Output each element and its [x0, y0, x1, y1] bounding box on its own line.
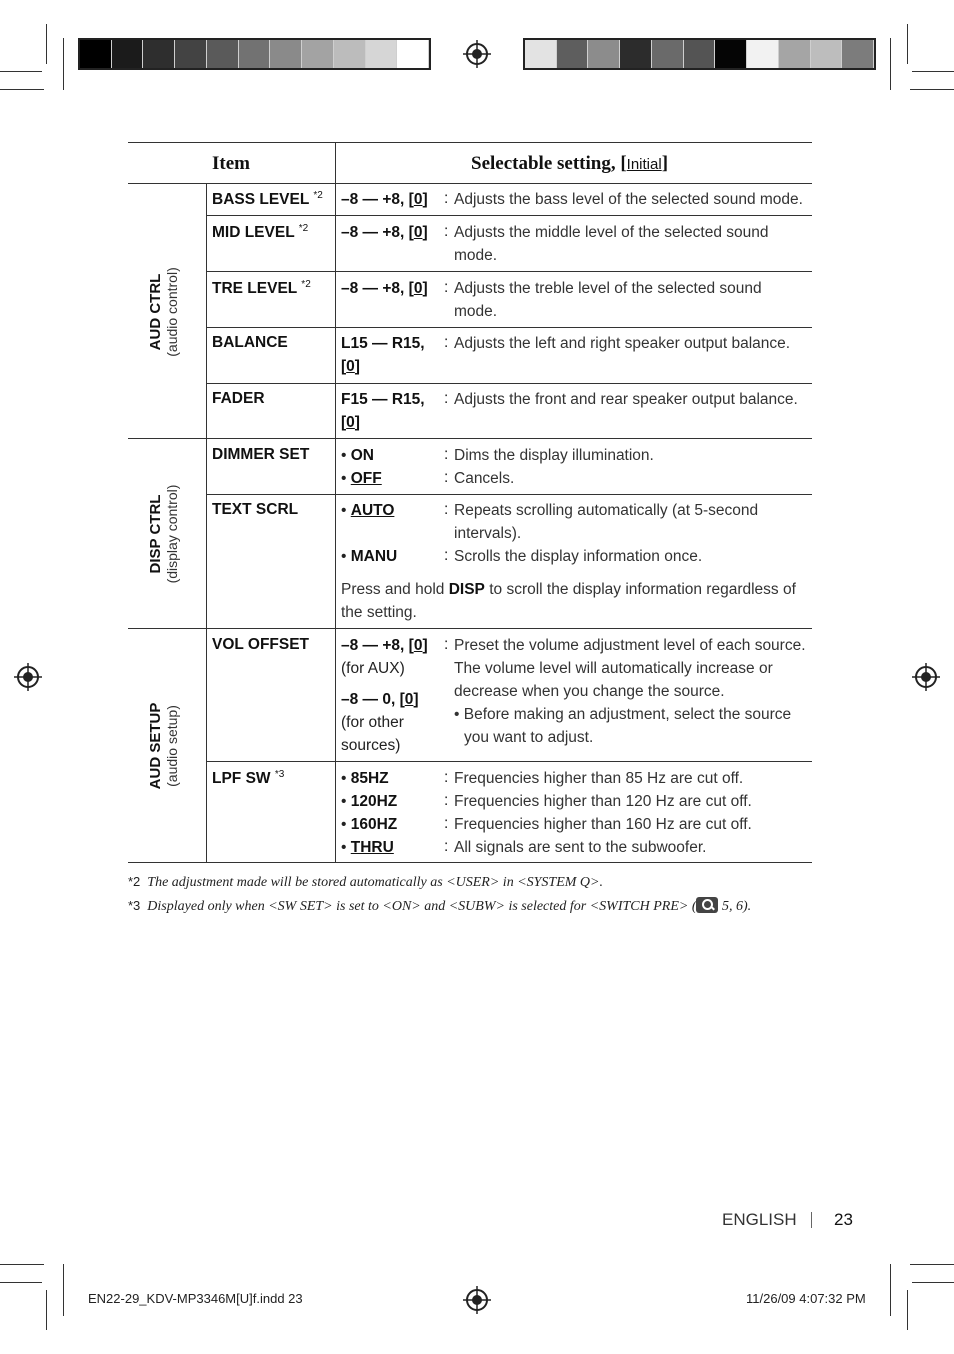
- crop-mark: [63, 1264, 64, 1316]
- header-setting: Selectable setting, [Initial]: [471, 153, 669, 174]
- magnifier-reference-icon: [696, 897, 718, 913]
- color-swatch: [652, 40, 684, 68]
- slug-file: EN22-29_KDV-MP3346M[U]f.indd 23: [88, 1291, 303, 1306]
- colon: :: [444, 190, 449, 207]
- setting-description: Scrolls the display information once.: [454, 548, 703, 565]
- color-swatch: [811, 40, 843, 68]
- crop-mark: [910, 1264, 954, 1265]
- table-rule: [206, 494, 812, 495]
- slug-datetime: 11/26/09 4:07:32 PM: [746, 1291, 866, 1306]
- item-text-scrl: TEXT SCRL: [212, 501, 299, 518]
- setting-description: Frequencies higher than 160 Hz are cut off.: [454, 816, 752, 833]
- setting-description: Repeats scrolling automatically (at 5-second intervals).: [454, 502, 759, 542]
- colon: :: [444, 547, 449, 564]
- option-manu: • MANU: [341, 548, 398, 565]
- item-balance: BALANCE: [212, 334, 288, 351]
- page-language: ENGLISH: [722, 1210, 797, 1229]
- colon: :: [444, 334, 449, 351]
- colon: :: [444, 636, 449, 653]
- option-thru: • THRU: [341, 839, 394, 856]
- setting-description: Cancels.: [454, 470, 515, 487]
- setting-description: Frequencies higher than 120 Hz are cut off.: [454, 793, 752, 810]
- setting-description: Adjusts the treble level of the selected sound mode.: [454, 280, 762, 320]
- setting-range: –8 — +8, [0]: [341, 280, 428, 297]
- footnote-2: *2 The adjustment made will be stored automatically as <USER> in <SYSTEM Q>.: [128, 874, 603, 890]
- setting-range: –8 — +8, [0]: [341, 191, 428, 208]
- crop-mark: [46, 1290, 47, 1330]
- color-swatch: [80, 40, 112, 68]
- setting-description: Adjusts the middle level of the selected sound mode.: [454, 224, 769, 264]
- colon: :: [444, 815, 449, 832]
- crop-mark: [46, 24, 47, 64]
- colon: :: [444, 469, 449, 486]
- color-swatch: [588, 40, 620, 68]
- crop-mark: [0, 1264, 44, 1265]
- color-swatch: [366, 40, 398, 68]
- crop-mark: [912, 71, 954, 72]
- color-swatch: [143, 40, 175, 68]
- setting-description: Adjusts the bass level of the selected sound mode.: [454, 191, 803, 208]
- setting-range: –8 — +8, [0]: [341, 224, 428, 241]
- option-off: • OFF: [341, 470, 382, 487]
- group-aud-setup: AUD SETUP (audio setup): [147, 702, 180, 790]
- color-swatch: [557, 40, 589, 68]
- option-120hz: • 120HZ: [341, 793, 398, 810]
- vol-offset-bullet: • Before making an adjustment, select the source you want to adjust.: [454, 706, 792, 746]
- color-swatch: [842, 40, 874, 68]
- color-swatch: [715, 40, 747, 68]
- footer-divider: [811, 1212, 812, 1228]
- setting-range: L15 — R15, [0]: [341, 335, 425, 375]
- colon: :: [444, 279, 449, 296]
- option-auto: • AUTO: [341, 502, 395, 519]
- table-rule: [206, 327, 812, 328]
- table-rule: [128, 183, 812, 184]
- item-vol-offset: VOL OFFSET: [212, 636, 310, 653]
- crop-mark: [0, 1282, 42, 1283]
- header-item: Item: [212, 153, 250, 174]
- group-disp-ctrl: DISP CTRL (display control): [147, 484, 180, 584]
- color-swatch: [525, 40, 557, 68]
- option-85hz: • 85HZ: [341, 770, 389, 787]
- option-160hz: • 160HZ: [341, 816, 398, 833]
- colon: :: [444, 446, 449, 463]
- table-rule: [128, 628, 812, 629]
- option-on: • ON: [341, 447, 374, 464]
- setting-description: All signals are sent to the subwoofer.: [454, 839, 707, 856]
- setting-description: Frequencies higher than 85 Hz are cut off.: [454, 770, 744, 787]
- crop-mark: [63, 38, 64, 90]
- crop-mark: [907, 1290, 908, 1330]
- color-swatch: [334, 40, 366, 68]
- color-swatch: [302, 40, 334, 68]
- colon: :: [444, 223, 449, 240]
- crop-mark: [890, 38, 891, 90]
- color-bar-right: [523, 38, 876, 70]
- item-dimmer-set: DIMMER SET: [212, 446, 310, 463]
- disp-key-label: DISP: [448, 581, 485, 598]
- crop-mark: [910, 89, 954, 90]
- table-rule: [206, 383, 812, 384]
- color-swatch: [175, 40, 207, 68]
- footnote-3: *3 Displayed only when <SW SET> is set to <ON> and <SUBW> is selected for <SWITCH PRE> ( 5, 6).: [128, 898, 752, 914]
- crop-mark: [907, 24, 908, 64]
- group-aud-ctrl: AUD CTRL (audio control): [147, 267, 180, 357]
- color-swatch: [397, 40, 429, 68]
- registration-mark-icon: [912, 663, 940, 691]
- item-bass-level: BASS LEVEL $^{*2}$: [212, 190, 323, 209]
- color-swatch: [620, 40, 652, 68]
- setting-range-other: –8 — 0, [0] (for other sources): [341, 691, 419, 754]
- color-swatch: [112, 40, 144, 68]
- colon: :: [444, 769, 449, 786]
- item-tre-level: TRE LEVEL $^{*2}$: [212, 279, 311, 298]
- color-swatch: [239, 40, 271, 68]
- item-mid-level: MID LEVEL $^{*2}$: [212, 223, 309, 242]
- item-fader: FADER: [212, 390, 265, 407]
- color-swatch: [747, 40, 779, 68]
- colon: :: [444, 792, 449, 809]
- crop-mark: [890, 1264, 891, 1316]
- table-rule: [128, 862, 812, 863]
- table-rule: [206, 761, 812, 762]
- registration-mark-icon: [14, 663, 42, 691]
- setting-range: F15 — R15, [0]: [341, 391, 425, 431]
- setting-description: Adjusts the front and rear speaker output balance.: [454, 391, 798, 408]
- table-rule: [206, 215, 812, 216]
- registration-mark-icon: [463, 1286, 491, 1314]
- text-scrl-note: Press and hold DISP to scroll the display information regardless of the setting.: [341, 581, 796, 621]
- color-swatch: [270, 40, 302, 68]
- table-rule: [128, 142, 812, 143]
- setting-range-aux: –8 — +8, [0] (for AUX): [341, 637, 428, 677]
- page-number: 23: [834, 1210, 853, 1229]
- setting-description: Adjusts the left and right speaker output balance.: [454, 335, 791, 352]
- table-rule: [128, 438, 812, 439]
- table-rule: [206, 183, 207, 862]
- color-swatch: [207, 40, 239, 68]
- crop-mark: [0, 89, 44, 90]
- crop-mark: [912, 1282, 954, 1283]
- item-lpf-sw: LPF SW $^{*3}$: [212, 769, 285, 788]
- colon: :: [444, 390, 449, 407]
- colon: :: [444, 501, 449, 518]
- registration-mark-icon: [463, 40, 491, 68]
- crop-mark: [0, 71, 42, 72]
- colon: :: [444, 838, 449, 855]
- color-swatch: [684, 40, 716, 68]
- setting-description: Dims the display illumination.: [454, 447, 654, 464]
- header-initial: Initial: [626, 156, 662, 173]
- table-rule: [335, 142, 336, 862]
- table-rule: [206, 271, 812, 272]
- color-swatch: [779, 40, 811, 68]
- color-bar-left: [78, 38, 431, 70]
- setting-description: Preset the volume adjustment level of each source. The volume level will automatically increase or decrease when you change the source.: [454, 637, 806, 700]
